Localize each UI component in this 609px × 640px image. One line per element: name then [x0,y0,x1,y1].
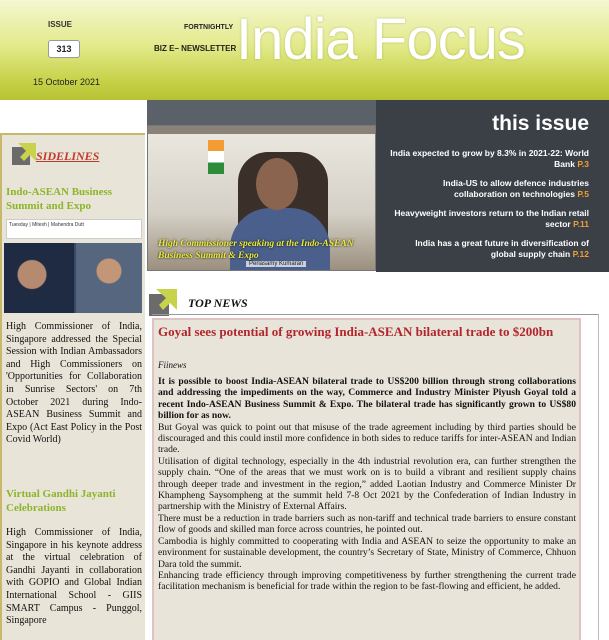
this-issue-item[interactable]: India expected to grow by 8.3% in 2021-22: World Bank P.3 [390,148,589,169]
sidebar-story-text: High Commissioner of India, Singapore addressed the Special Session with Indian Ambassadors and High Commissioners on 'Opportunities for Collaboration in Sunrise Sectors' on 7th October 2021 during Indo-ASEAN Business Summit and Expo (Act East Policy in the Post Covid World) [6,321,142,446]
article-paragraph: But Goyal was quick to point out that misuse of the trade agreement including by third parties should be discouraged and this could instil more confidence in both sides to reduce tariffs for inter-ASEAN and Indian trade. [158,421,576,456]
speaker-photo-right [76,243,142,313]
top-news-article [152,318,581,640]
article-source: Fiinews [158,360,187,370]
this-issue-panel [376,108,609,272]
issue-date: 15 October 2021 [33,77,101,87]
speaker-photo-left [4,243,74,313]
this-issue-item[interactable]: Heavyweight investors return to the Indian retail sector P.11 [394,208,589,229]
sidelines-header [10,147,138,169]
sidelines-sidebar [0,133,145,640]
sidebar-story-title: Indo-ASEAN Business Summit and Expo [6,186,113,212]
issue-number: 313 [48,40,80,58]
page-ref: P.11 [573,219,589,229]
feature-photo [147,125,376,271]
this-issue-item[interactable]: India has a great future in diversification of global supply chain P.12 [415,238,589,259]
frequency-label: FORTNIGHTLY [184,24,234,31]
article-paragraph: Enhancing trade efficiency through improving competitiveness by further strengthening the current trade facilitation mechanism is beneficial for trade within the region to be fast-flowing and efficient, he added. [158,569,576,593]
page-ref: P.3 [577,159,589,169]
article-paragraph: Utilisation of digital technology, especially in the 4th industrial revolution era, can further strengthen the supply chain. “One of the areas that we must work on is to build a vibrant and resilient supply chains through deeper trade and investment in the region,” added Laotian Industry and Commerce Minister Dr Khampheng Saysompheng at the summit held 7-8 Oct 2021 by the Confederation of Indian Industry in partnership with the Ministry of External Affairs. [158,455,576,513]
flag-icon [208,140,224,174]
sidebar-story-text: High Commissioner of India, Singapore in his keynote address at the virtual celebration of Gandhi Jayanti in collaboration with GOPIO and Global Indian International School - GIIS SMART Campus - Punggol, Singapore [6,527,142,627]
newsletter-label: BIZ E– NEWSLETTER [154,44,237,53]
divider [152,314,599,315]
newsletter-title: India Focus [236,7,525,72]
sidelines-title: SIDELINES [36,149,100,163]
sidebar-story-title: Virtual Gandhi Jayanti Celebrations [6,488,116,514]
video-participants-strip: Tuesday | Mitesh | Mahendra Dutt [6,219,142,239]
article-lead: It is possible to boost India-ASEAN bilateral trade to US$200 billion through strong collaborations and addressing the impediments on the way, Commerce and Industry Minister Piyush Goyal told a recent Indo-ASEAN Business Summit & Expo. The bilateral trade has significantly grown to US$80 billion for as now. [158,376,576,422]
page-ref: P.12 [572,249,589,259]
speaker-name-tag: Periasamy Kumaran [246,261,306,267]
photo-top-strip [147,100,376,125]
page-ref: P.5 [577,189,589,199]
article-headline[interactable]: Goyal sees potential of growing India-ASEAN bilateral trade to $200bn [158,324,554,339]
article-paragraph: Cambodia is highly committed to cooperating with India and ASEAN to seize the opportunity to make an environment for sustainable development, the country’s Secretary of State, Ministry of Commerce, Chhuon Dara told the summit. [158,535,576,570]
sidebar-photo [4,243,142,313]
divider [598,314,599,640]
issue-label: ISSUE [48,20,73,29]
this-issue-title: this issue [492,112,589,135]
article-body [158,376,576,593]
article-paragraph: There must be a reduction in trade barriers such as non-tariff and technical trade barriers to ensure constant flow of goods and skilled man force across countries, he pointed out. [158,512,576,536]
masthead [0,0,609,100]
this-issue-item[interactable]: India-US to allow defence industries collaboration on technologies P.5 [443,178,589,199]
photo-caption: High Commissioner speaking at the Indo-ASEAN Business Summit & Expo [158,239,354,261]
section-title: TOP NEWS [188,296,248,310]
arrow-logo-icon [10,141,38,169]
